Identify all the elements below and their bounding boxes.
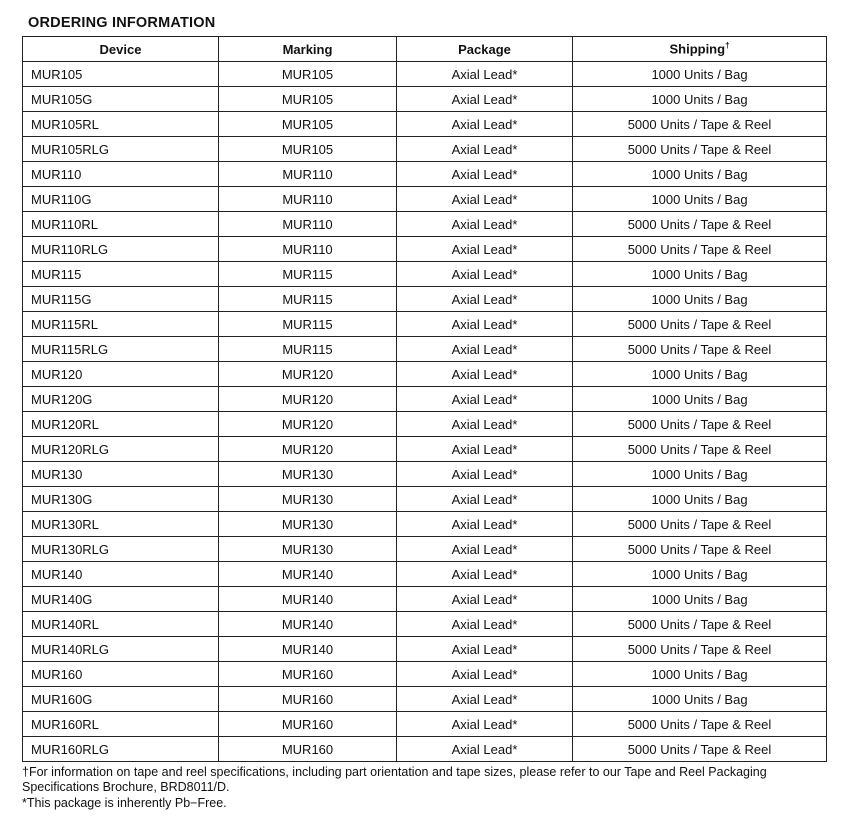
cell-package: Axial Lead*	[397, 562, 573, 587]
cell-device: MUR160RL	[23, 712, 219, 737]
cell-marking: MUR105	[219, 112, 397, 137]
cell-device: MUR110	[23, 162, 219, 187]
cell-marking: MUR130	[219, 462, 397, 487]
cell-device: MUR115	[23, 262, 219, 287]
table-row	[23, 637, 827, 662]
cell-device: MUR140RLG	[23, 637, 219, 662]
table-row	[23, 387, 827, 412]
table-row	[23, 312, 827, 337]
table-header-row	[23, 37, 827, 62]
table-row	[23, 137, 827, 162]
cell-device: MUR110G	[23, 187, 219, 212]
cell-marking: MUR115	[219, 287, 397, 312]
cell-shipping: 5000 Units / Tape & Reel	[573, 112, 827, 137]
cell-shipping: 1000 Units / Bag	[573, 87, 827, 112]
cell-marking: MUR130	[219, 487, 397, 512]
cell-marking: MUR115	[219, 262, 397, 287]
cell-device: MUR130RLG	[23, 537, 219, 562]
cell-marking: MUR110	[219, 212, 397, 237]
cell-marking: MUR105	[219, 137, 397, 162]
cell-device: MUR120RLG	[23, 437, 219, 462]
table-row	[23, 162, 827, 187]
cell-shipping: 5000 Units / Tape & Reel	[573, 237, 827, 262]
header-shipping	[573, 37, 827, 62]
cell-shipping: 1000 Units / Bag	[573, 487, 827, 512]
table-row	[23, 587, 827, 612]
cell-package: Axial Lead*	[397, 412, 573, 437]
cell-device: MUR105RLG	[23, 137, 219, 162]
cell-device: MUR105RL	[23, 112, 219, 137]
cell-shipping: 1000 Units / Bag	[573, 387, 827, 412]
cell-shipping: 1000 Units / Bag	[573, 187, 827, 212]
cell-shipping: 1000 Units / Bag	[573, 62, 827, 87]
cell-package: Axial Lead*	[397, 287, 573, 312]
cell-device: MUR160G	[23, 687, 219, 712]
table-row	[23, 512, 827, 537]
cell-device: MUR140G	[23, 587, 219, 612]
cell-package: Axial Lead*	[397, 512, 573, 537]
cell-marking: MUR160	[219, 737, 397, 762]
cell-shipping: 5000 Units / Tape & Reel	[573, 437, 827, 462]
dagger-mark: †	[725, 41, 730, 51]
cell-device: MUR120RL	[23, 412, 219, 437]
table-row	[23, 562, 827, 587]
cell-marking: MUR110	[219, 187, 397, 212]
cell-device: MUR110RL	[23, 212, 219, 237]
table-row	[23, 537, 827, 562]
table-row	[23, 462, 827, 487]
cell-shipping: 5000 Units / Tape & Reel	[573, 212, 827, 237]
table-row	[23, 612, 827, 637]
cell-device: MUR110RLG	[23, 237, 219, 262]
cell-package: Axial Lead*	[397, 387, 573, 412]
cell-device: MUR115RL	[23, 312, 219, 337]
cell-package: Axial Lead*	[397, 87, 573, 112]
cell-shipping: 1000 Units / Bag	[573, 662, 827, 687]
cell-marking: MUR105	[219, 87, 397, 112]
cell-marking: MUR130	[219, 537, 397, 562]
cell-device: MUR160RLG	[23, 737, 219, 762]
cell-marking: MUR140	[219, 587, 397, 612]
cell-marking: MUR120	[219, 437, 397, 462]
cell-device: MUR140RL	[23, 612, 219, 637]
cell-shipping: 5000 Units / Tape & Reel	[573, 712, 827, 737]
cell-package: Axial Lead*	[397, 437, 573, 462]
cell-package: Axial Lead*	[397, 612, 573, 637]
cell-package: Axial Lead*	[397, 62, 573, 87]
table-row	[23, 712, 827, 737]
cell-device: MUR130	[23, 462, 219, 487]
cell-package: Axial Lead*	[397, 712, 573, 737]
cell-marking: MUR120	[219, 362, 397, 387]
cell-shipping: 5000 Units / Tape & Reel	[573, 537, 827, 562]
cell-marking: MUR110	[219, 237, 397, 262]
cell-shipping: 5000 Units / Tape & Reel	[573, 137, 827, 162]
table-row	[23, 262, 827, 287]
table-row	[23, 687, 827, 712]
cell-device: MUR120	[23, 362, 219, 387]
cell-package: Axial Lead*	[397, 362, 573, 387]
cell-shipping: 5000 Units / Tape & Reel	[573, 312, 827, 337]
cell-package: Axial Lead*	[397, 537, 573, 562]
cell-shipping: 5000 Units / Tape & Reel	[573, 337, 827, 362]
table-row	[23, 437, 827, 462]
cell-package: Axial Lead*	[397, 187, 573, 212]
cell-shipping: 1000 Units / Bag	[573, 562, 827, 587]
cell-marking: MUR120	[219, 387, 397, 412]
section-title: ORDERING INFORMATION	[28, 15, 216, 31]
cell-shipping: 5000 Units / Tape & Reel	[573, 412, 827, 437]
cell-device: MUR115G	[23, 287, 219, 312]
cell-package: Axial Lead*	[397, 262, 573, 287]
table-row	[23, 362, 827, 387]
cell-package: Axial Lead*	[397, 662, 573, 687]
cell-marking: MUR140	[219, 612, 397, 637]
cell-marking: MUR140	[219, 637, 397, 662]
cell-device: MUR130G	[23, 487, 219, 512]
cell-shipping: 1000 Units / Bag	[573, 687, 827, 712]
table-row	[23, 87, 827, 112]
cell-marking: MUR160	[219, 712, 397, 737]
table-row	[23, 487, 827, 512]
cell-package: Axial Lead*	[397, 487, 573, 512]
cell-marking: MUR115	[219, 312, 397, 337]
cell-shipping: 1000 Units / Bag	[573, 462, 827, 487]
cell-marking: MUR160	[219, 687, 397, 712]
cell-package: Axial Lead*	[397, 137, 573, 162]
table-row	[23, 662, 827, 687]
cell-package: Axial Lead*	[397, 637, 573, 662]
cell-shipping: 5000 Units / Tape & Reel	[573, 637, 827, 662]
cell-package: Axial Lead*	[397, 212, 573, 237]
table-row	[23, 287, 827, 312]
table-body	[23, 62, 827, 762]
ordering-table	[22, 36, 827, 762]
cell-shipping: 1000 Units / Bag	[573, 262, 827, 287]
cell-device: MUR115RLG	[23, 337, 219, 362]
cell-package: Axial Lead*	[397, 587, 573, 612]
cell-package: Axial Lead*	[397, 162, 573, 187]
cell-device: MUR140	[23, 562, 219, 587]
cell-device: MUR120G	[23, 387, 219, 412]
table-row	[23, 187, 827, 212]
cell-package: Axial Lead*	[397, 237, 573, 262]
cell-package: Axial Lead*	[397, 462, 573, 487]
cell-shipping: 5000 Units / Tape & Reel	[573, 612, 827, 637]
cell-marking: MUR160	[219, 662, 397, 687]
cell-marking: MUR110	[219, 162, 397, 187]
cell-device: MUR130RL	[23, 512, 219, 537]
cell-shipping: 1000 Units / Bag	[573, 362, 827, 387]
footnote-dagger: †For information on tape and reel specifications, including part orientation and tape sizes, please refer to our Tape and Reel Packaging Specifications Brochure, BRD8011/D.	[22, 765, 767, 794]
table-row	[23, 737, 827, 762]
cell-marking: MUR115	[219, 337, 397, 362]
cell-marking: MUR105	[219, 62, 397, 87]
cell-shipping: 1000 Units / Bag	[573, 287, 827, 312]
table-row	[23, 212, 827, 237]
table-row	[23, 237, 827, 262]
table-row	[23, 112, 827, 137]
cell-device: MUR105	[23, 62, 219, 87]
table-row	[23, 337, 827, 362]
header-marking: Marking	[219, 37, 397, 62]
header-shipping-label: Shipping	[669, 41, 726, 57]
cell-shipping: 5000 Units / Tape & Reel	[573, 737, 827, 762]
cell-package: Axial Lead*	[397, 112, 573, 137]
cell-shipping: 1000 Units / Bag	[573, 587, 827, 612]
cell-shipping: 1000 Units / Bag	[573, 162, 827, 187]
cell-shipping: 5000 Units / Tape & Reel	[573, 512, 827, 537]
table-row	[23, 62, 827, 87]
cell-package: Axial Lead*	[397, 337, 573, 362]
footnote-asterisk: *This package is inherently Pb−Free.	[22, 796, 227, 810]
cell-device: MUR105G	[23, 87, 219, 112]
cell-marking: MUR120	[219, 412, 397, 437]
cell-package: Axial Lead*	[397, 737, 573, 762]
cell-package: Axial Lead*	[397, 312, 573, 337]
cell-marking: MUR140	[219, 562, 397, 587]
cell-package: Axial Lead*	[397, 687, 573, 712]
cell-marking: MUR130	[219, 512, 397, 537]
cell-device: MUR160	[23, 662, 219, 687]
header-package: Package	[397, 37, 573, 62]
table-row	[23, 412, 827, 437]
header-device: Device	[23, 37, 219, 62]
